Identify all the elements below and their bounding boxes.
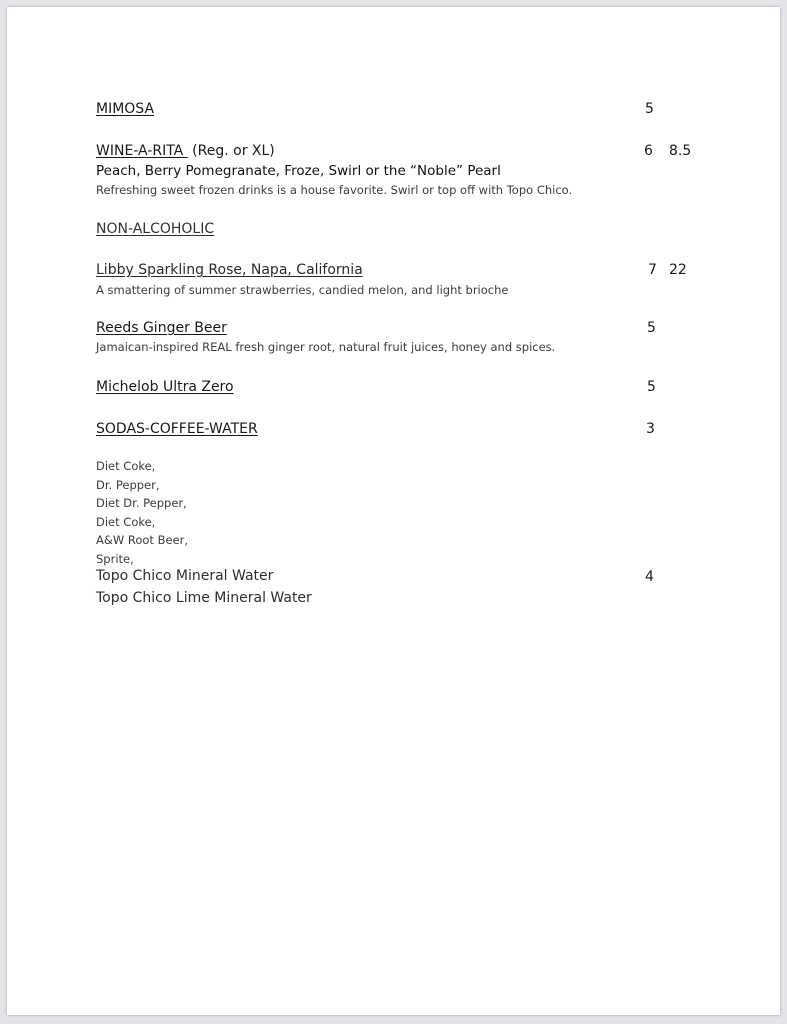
- wine-a-rita-name: WINE-A-RITA: [96, 143, 188, 159]
- michelob-title: Michelob Ultra Zero: [96, 379, 234, 395]
- wine-a-rita-title: [96, 142, 275, 160]
- soda-item: A&W Root Beer,: [96, 533, 188, 547]
- topo-chico-lime-title: Topo Chico Lime Mineral Water: [96, 590, 312, 606]
- wine-a-rita-price-xl: 8.5: [669, 143, 692, 159]
- michelob-price: 5: [647, 379, 656, 395]
- reeds-description: Jamaican-inspired REAL fresh ginger root, natural fruit juices, honey and spices.: [96, 340, 556, 354]
- wine-a-rita-size-note: (Reg. or XL): [192, 143, 275, 159]
- libby-description: A smattering of summer strawberries, candied melon, and light brioche: [96, 283, 509, 297]
- libby-price-bottle: 22: [669, 262, 687, 278]
- soda-list: [96, 457, 188, 568]
- mimosa-price: 5: [645, 101, 654, 117]
- wine-a-rita-price-reg: 6: [644, 143, 653, 159]
- libby-title: Libby Sparkling Rose, Napa, California: [96, 262, 363, 278]
- topo-chico-price: 4: [645, 569, 654, 585]
- wine-a-rita-flavors: Peach, Berry Pomegranate, Froze, Swirl or the “Noble” Pearl: [96, 163, 501, 179]
- reeds-price: 5: [647, 320, 656, 336]
- mimosa-title: MIMOSA: [96, 101, 155, 117]
- wine-a-rita-description: Refreshing sweet frozen drinks is a house favorite. Swirl or top off with Topo Chico.: [96, 183, 573, 197]
- soda-item: Dr. Pepper,: [96, 477, 160, 492]
- sodas-price: 3: [646, 421, 655, 437]
- libby-price-glass: 7: [648, 262, 657, 278]
- soda-item: Diet Coke,: [96, 514, 156, 529]
- soda-item: Diet Coke,: [96, 459, 156, 473]
- menu-page: [7, 7, 780, 1015]
- sodas-heading: SODAS-COFFEE-WATER: [96, 421, 258, 437]
- soda-item: Sprite,: [96, 551, 134, 566]
- non-alcoholic-heading: NON-ALCOHOLIC: [96, 221, 215, 237]
- reeds-title: Reeds Ginger Beer: [96, 320, 227, 336]
- topo-chico-title: Topo Chico Mineral Water: [96, 568, 274, 584]
- soda-item: Diet Dr. Pepper,: [96, 496, 187, 510]
